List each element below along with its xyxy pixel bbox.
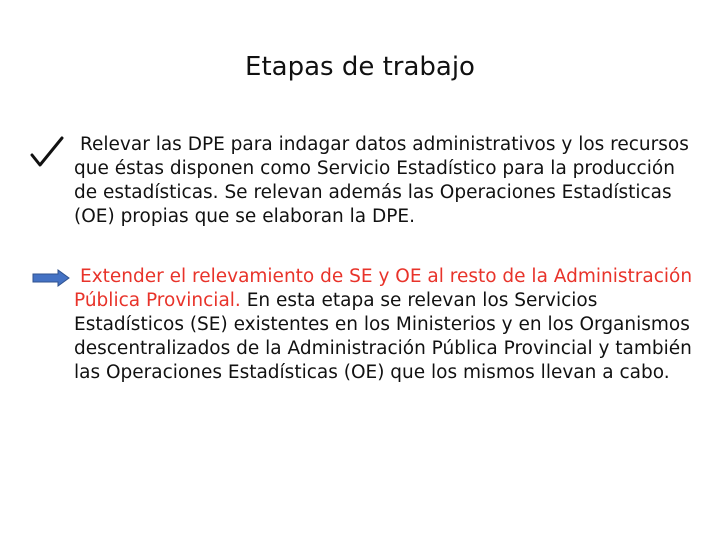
bullet-2-text: En esta etapa se relevan los Servicios Estadísticos (SE) existentes en los Ministerios y en los Organismos descentralizados de la Administración Pública Provincial y también las Operaciones Estadísticas (OE) que los mismos llevan a cabo. [74,290,692,383]
slide-title: Etapas de trabajo [245,52,475,82]
bullet-1-text: Relevar las DPE para indagar datos administrativos y los recursos que éstas disponen como Servicio Estadístico para la producción de estadísticas. Se relevan además las Operaciones Estadísticas (OE) propias que se elaboran la DPE. [74,134,689,227]
bullet-2-highlight: Extender el relevamiento de SE y OE al resto de la Administración Pública Provincial. [74,266,693,311]
bullet-item-1 [74,133,694,229]
check-mark-icon [28,136,68,168]
right-arrow-icon [32,269,70,287]
bullet-item-2 [74,265,694,385]
